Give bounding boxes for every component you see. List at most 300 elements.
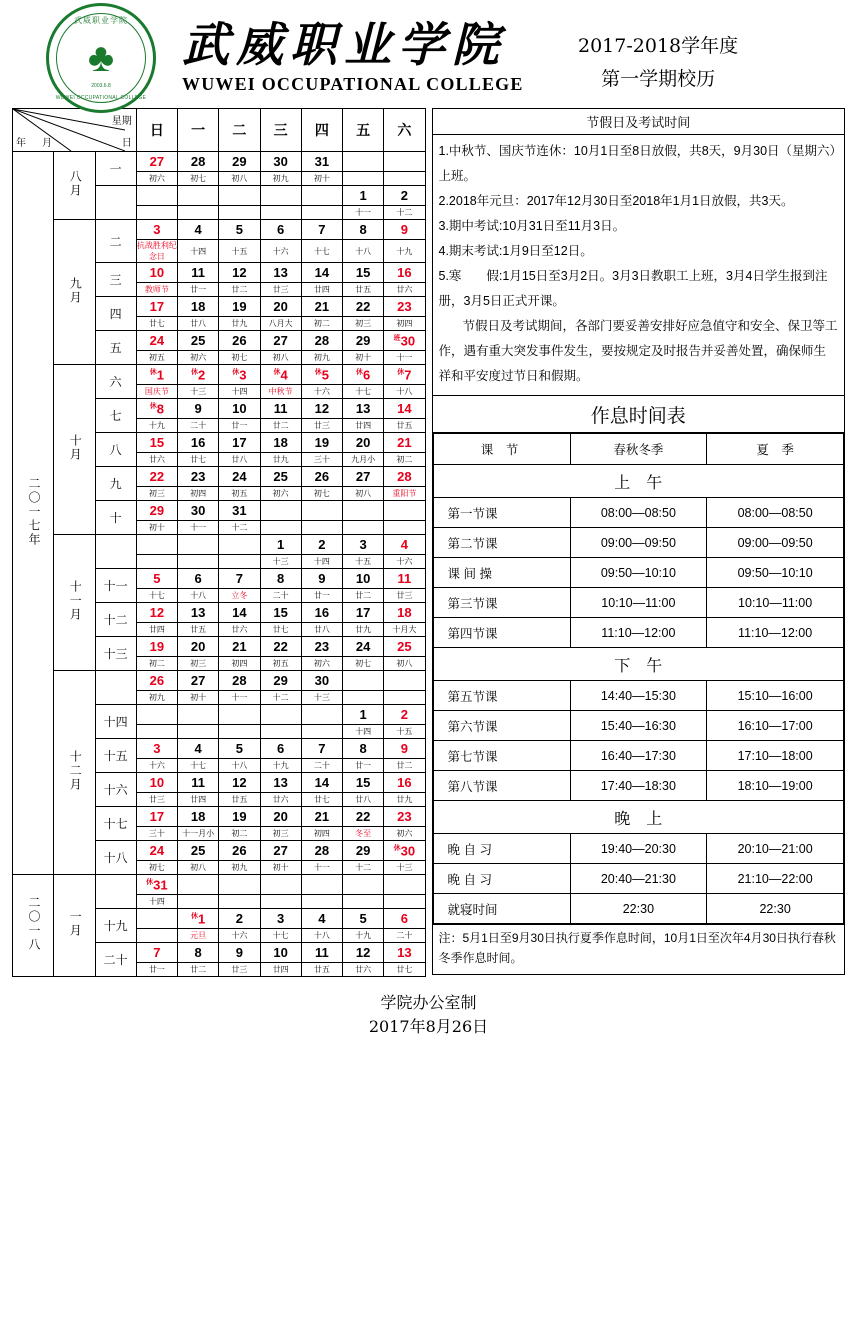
calendar-day-number: $^休$7 <box>384 365 425 385</box>
teaching-week-number: 九 <box>95 467 136 501</box>
schedule-row <box>433 498 844 528</box>
calendar-day-number: 11 <box>384 569 425 589</box>
calendar-day-number: 27 <box>136 152 177 172</box>
calendar-lunar-label: 十九 <box>136 419 177 433</box>
schedule-period-label: 第八节课 <box>433 771 570 801</box>
teaching-week-number: 六 <box>95 365 136 399</box>
calendar-lunar-label: 廿二 <box>260 419 301 433</box>
schedule-summer-time: 10:10—11:00 <box>707 588 844 618</box>
calendar-lunar-label: 十六 <box>136 759 177 773</box>
calendar-lunar-label: 廿四 <box>136 623 177 637</box>
college-name-cn: 武威职业学院 <box>182 17 506 73</box>
calendar-day-number: 25 <box>384 637 425 657</box>
calendar-day-number: 14 <box>219 603 260 623</box>
schedule-period-label: 第一节课 <box>433 498 570 528</box>
calendar-lunar-label: 十二 <box>343 861 384 875</box>
calendar-lunar-label: 抗战胜利纪念日 <box>136 241 177 261</box>
calendar-lunar-label: 十四 <box>219 385 260 399</box>
calendar-day-number: 26 <box>301 467 342 487</box>
calendar-lunar-label: 十八 <box>178 589 219 603</box>
weekday-header: 五 <box>343 109 384 152</box>
schedule-period-label: 第七节课 <box>433 741 570 771</box>
calendar-lunar-label: 廿六 <box>219 623 260 637</box>
calendar-lunar-label: 初六 <box>260 487 301 501</box>
calendar-lunar-label: 初五 <box>260 657 301 671</box>
calendar-month-label: 八月 <box>54 152 95 220</box>
calendar-day-number: 11 <box>178 263 219 283</box>
calendar-lunar-label: 十七 <box>301 240 342 263</box>
calendar-lunar-label <box>260 895 301 909</box>
calendar-lunar-label: 廿一 <box>301 589 342 603</box>
calendar-day-number: 20 <box>260 807 301 827</box>
calendar-month-label: 十一月 <box>54 535 95 671</box>
calendar-lunar-label: 廿八 <box>343 793 384 807</box>
schedule-summer-time: 09:50—10:10 <box>707 558 844 588</box>
calendar-day-number <box>343 671 384 691</box>
calendar-day-number: 16 <box>384 773 425 793</box>
calendar-lunar-label: 初十 <box>301 172 342 186</box>
schedule-summer-time: 20:10—21:00 <box>707 834 844 864</box>
calendar-lunar-label: 十四 <box>178 240 219 263</box>
calendar-day-number: 4 <box>384 535 425 555</box>
schedule-period-label: 第六节课 <box>433 711 570 741</box>
calendar-day-number: 13 <box>178 603 219 623</box>
calendar-day-number: 10 <box>260 943 301 963</box>
schedule-summer-time: 16:10—17:00 <box>707 711 844 741</box>
calendar-lunar-label: 十六 <box>301 385 342 399</box>
calendar-day-number <box>301 875 342 895</box>
calendar-lunar-label: 十八 <box>301 929 342 943</box>
calendar-day-number: 22 <box>136 467 177 487</box>
schedule-column-header: 课 节 <box>433 434 570 465</box>
schedule-section-label: 晚 上 <box>433 801 844 834</box>
calendar-day-number: $^休$2 <box>178 365 219 385</box>
calendar-day-number <box>219 705 260 725</box>
calendar-day-number: 7 <box>219 569 260 589</box>
calendar-lunar-label: 十四 <box>136 895 177 909</box>
calendar-lunar-label <box>219 555 260 569</box>
calendar-lunar-label: 初八 <box>260 351 301 365</box>
calendar-lunar-label: 八月大 <box>260 317 301 331</box>
calendar-day-number: 14 <box>301 263 342 283</box>
teaching-week-number: 四 <box>95 297 136 331</box>
calendar-lunar-label: 初八 <box>219 172 260 186</box>
calendar-day-number: 2 <box>384 705 425 725</box>
calendar-lunar-label: 初三 <box>343 317 384 331</box>
calendar-day-number: $^休$1 <box>178 909 219 929</box>
calendar-lunar-label <box>219 206 260 220</box>
calendar-lunar-label: 十九 <box>343 929 384 943</box>
calendar-day-number: 7 <box>301 220 342 240</box>
calendar-lunar-label <box>301 895 342 909</box>
calendar-day-number: 24 <box>219 467 260 487</box>
calendar-day-number: 13 <box>343 399 384 419</box>
calendar-day-number <box>178 186 219 206</box>
calendar-day-number: 6 <box>260 739 301 759</box>
calendar-lunar-label: 廿九 <box>219 317 260 331</box>
calendar-lunar-label: 初六 <box>301 657 342 671</box>
teaching-week-number: 十九 <box>95 909 136 943</box>
calendar-lunar-label: 初二 <box>384 453 425 467</box>
calendar-day-number <box>219 535 260 555</box>
calendar-lunar-label <box>219 725 260 739</box>
calendar-day-number: 24 <box>343 637 384 657</box>
calendar-day-number: 1 <box>260 535 301 555</box>
calendar-lunar-label: 十三 <box>384 861 425 875</box>
calendar-lunar-label: 十二 <box>260 691 301 705</box>
teaching-week-number: 八 <box>95 433 136 467</box>
schedule-row <box>433 834 844 864</box>
calendar-day-number: 10 <box>136 263 177 283</box>
calendar-lunar-label: 十七 <box>178 759 219 773</box>
corner-month-label: 月 <box>42 138 52 149</box>
calendar-day-number: 17 <box>219 433 260 453</box>
calendar-year-label: 二〇一八 <box>13 875 54 977</box>
calendar-day-number <box>343 152 384 172</box>
calendar-day-number: $^休$1 <box>136 365 177 385</box>
calendar-lunar-label: 十一 <box>301 861 342 875</box>
calendar-lunar-label: 初九 <box>260 172 301 186</box>
calendar-lunar-label: 廿二 <box>384 759 425 773</box>
teaching-week-number: 一 <box>95 152 136 186</box>
calendar-lunar-label: 初七 <box>178 172 219 186</box>
schedule-section-label: 上 午 <box>433 465 844 498</box>
teaching-week-number: 十二 <box>95 603 136 637</box>
calendar-day-number: 22 <box>343 297 384 317</box>
calendar-lunar-label: 廿四 <box>343 419 384 433</box>
calendar-day-number: 17 <box>343 603 384 623</box>
calendar-lunar-label: 中秋节 <box>260 385 301 399</box>
calendar-lunar-label: 廿一 <box>219 419 260 433</box>
calendar-day-number: 21 <box>301 297 342 317</box>
schedule-title: 作息时间表 <box>433 395 845 433</box>
calendar-lunar-label: 初二 <box>136 657 177 671</box>
calendar-lunar-label: 九月小 <box>343 453 384 467</box>
calendar-lunar-label: 十六 <box>219 929 260 943</box>
calendar-day-number: 29 <box>343 841 384 861</box>
schedule-summer-time: 08:00—08:50 <box>707 498 844 528</box>
calendar-lunar-label <box>343 521 384 535</box>
calendar-lunar-label <box>301 725 342 739</box>
notes-title: 节假日及考试时间 <box>433 109 845 135</box>
calendar-lunar-label: 廿二 <box>219 283 260 297</box>
calendar-day-number: 28 <box>384 467 425 487</box>
calendar-lunar-label: 十六 <box>384 555 425 569</box>
calendar-row <box>13 535 426 555</box>
semester-title <box>578 20 738 97</box>
calendar-day-number: 28 <box>219 671 260 691</box>
logo-chinese-text: 武威职业学院 <box>74 16 128 25</box>
calendar-day-number: 2 <box>301 535 342 555</box>
calendar-lunar-label: 十四 <box>301 555 342 569</box>
calendar-lunar-label: 廿九 <box>384 793 425 807</box>
schedule-row <box>433 894 844 924</box>
calendar-day-number: 15 <box>343 263 384 283</box>
calendar-day-number: 12 <box>136 603 177 623</box>
calendar-lunar-label: 十月大 <box>384 623 425 637</box>
calendar-day-number: 8 <box>260 569 301 589</box>
teaching-week-number: 十三 <box>95 637 136 671</box>
calendar-day-number: 22 <box>260 637 301 657</box>
calendar-day-number <box>178 705 219 725</box>
calendar-lunar-label <box>136 206 177 220</box>
calendar-lunar-label: 廿七 <box>384 963 425 977</box>
schedule-section-row <box>433 648 844 681</box>
schedule-spring-time: 17:40—18:30 <box>570 771 707 801</box>
calendar-day-number: 26 <box>219 841 260 861</box>
teaching-week-number: 七 <box>95 399 136 433</box>
calendar-day-number: 9 <box>301 569 342 589</box>
calendar-day-number: 5 <box>219 739 260 759</box>
corner-year-label: 年 <box>16 138 26 149</box>
calendar-lunar-label: 廿一 <box>343 759 384 773</box>
calendar-lunar-label: 十一 <box>384 351 425 365</box>
schedule-summer-time: 15:10—16:00 <box>707 681 844 711</box>
calendar-lunar-label: 初十 <box>136 521 177 535</box>
teaching-week-number: 十六 <box>95 773 136 807</box>
tree-icon: ♣ <box>87 36 115 80</box>
note-item: 5.寒 假:1月15日至3月2日。3月3日教职工上班，3月4日学生报到注册，3月5日正式开课。 <box>438 269 828 308</box>
calendar-lunar-label: 十六 <box>260 240 301 263</box>
issuing-office: 学院办公室制 <box>380 993 477 1012</box>
calendar-day-number <box>301 705 342 725</box>
right-panel <box>432 108 846 975</box>
semester-term: 第一学期校历 <box>601 68 716 90</box>
weekday-header: 一 <box>178 109 219 152</box>
calendar-lunar-label: 廿三 <box>260 283 301 297</box>
calendar-lunar-label <box>260 725 301 739</box>
calendar-day-number: 7 <box>136 943 177 963</box>
calendar-lunar-label: 初六 <box>178 351 219 365</box>
calendar-lunar-label <box>260 206 301 220</box>
schedule-row <box>433 864 844 894</box>
calendar-day-number <box>343 501 384 521</box>
calendar-lunar-label: 廿六 <box>136 453 177 467</box>
calendar-day-number: 3 <box>136 739 177 759</box>
schedule-row <box>433 771 844 801</box>
calendar-lunar-label: 十七 <box>136 589 177 603</box>
calendar-lunar-label <box>343 691 384 705</box>
calendar-lunar-label: 廿五 <box>219 793 260 807</box>
calendar-day-number: 27 <box>343 467 384 487</box>
calendar-day-number: 6 <box>178 569 219 589</box>
note-item: 4.期末考试:1月9日至12日。 <box>438 244 593 258</box>
calendar-lunar-label: 初八 <box>343 487 384 501</box>
calendar-lunar-label: 初二 <box>219 827 260 841</box>
calendar-lunar-label: 廿二 <box>178 963 219 977</box>
calendar-day-number: 13 <box>384 943 425 963</box>
calendar-lunar-label: 初七 <box>343 657 384 671</box>
notes-paragraph: 节假日及考试期间，各部门要妥善安排好应急值守和安全、保卫等工作，遇有重大突发事件发生，要按规定及时报告并妥善处置，确保师生祥和平安度过节日和假期。 <box>438 319 838 383</box>
calendar-lunar-label <box>219 895 260 909</box>
schedule-row <box>433 741 844 771</box>
calendar-lunar-label: 廿八 <box>301 623 342 637</box>
calendar-day-number: 9 <box>178 399 219 419</box>
calendar-day-number: 20 <box>260 297 301 317</box>
schedule-row <box>433 711 844 741</box>
calendar-lunar-label: 元旦 <box>178 929 219 943</box>
calendar-lunar-label: 初三 <box>178 657 219 671</box>
calendar-lunar-label: 初九 <box>136 691 177 705</box>
calendar-day-number: 3 <box>343 535 384 555</box>
calendar-day-number: 8 <box>178 943 219 963</box>
calendar-lunar-label <box>178 555 219 569</box>
calendar-day-number: 5 <box>219 220 260 240</box>
calendar-lunar-label: 初十 <box>178 691 219 705</box>
schedule-section-row <box>433 801 844 834</box>
schedule-period-label: 晚 自 习 <box>433 864 570 894</box>
note-item: 3.期中考试:10月31日至11月3日。 <box>438 219 626 233</box>
calendar-lunar-label: 廿三 <box>136 793 177 807</box>
schedule-summer-time: 21:10—22:00 <box>707 864 844 894</box>
calendar-lunar-label: 十七 <box>260 929 301 943</box>
calendar-lunar-label: 初六 <box>384 827 425 841</box>
schedule-row <box>433 558 844 588</box>
calendar-month-label: 一月 <box>54 875 95 977</box>
page-footer <box>0 991 857 1039</box>
schedule-table <box>433 433 845 924</box>
calendar-lunar-label: 廿六 <box>384 283 425 297</box>
calendar-lunar-label: 廿六 <box>343 963 384 977</box>
schedule-summer-time: 18:10—19:00 <box>707 771 844 801</box>
calendar-day-number: 10 <box>343 569 384 589</box>
calendar-day-number <box>384 875 425 895</box>
calendar-day-number <box>219 186 260 206</box>
calendar-day-number: 29 <box>260 671 301 691</box>
calendar-day-number: 3 <box>136 220 177 240</box>
calendar-day-number <box>343 875 384 895</box>
logo-year: 2003.6.8 <box>91 83 111 89</box>
schedule-row <box>433 681 844 711</box>
calendar-lunar-label: 初七 <box>301 487 342 501</box>
calendar-lunar-label: 廿五 <box>343 283 384 297</box>
weekday-header: 六 <box>384 109 425 152</box>
calendar-day-number: 17 <box>136 297 177 317</box>
calendar-day-number: 23 <box>178 467 219 487</box>
schedule-period-label: 第三节课 <box>433 588 570 618</box>
calendar-lunar-label <box>384 521 425 535</box>
teaching-week-number: 十八 <box>95 841 136 875</box>
calendar-day-number: 28 <box>178 152 219 172</box>
calendar-day-number: 30 <box>301 671 342 691</box>
calendar-day-number: 31 <box>301 152 342 172</box>
calendar-day-number <box>178 875 219 895</box>
teaching-week-number: 十五 <box>95 739 136 773</box>
calendar-lunar-label: 初五 <box>136 351 177 365</box>
calendar-lunar-label: 十八 <box>384 385 425 399</box>
logo-english-text: WUWEI OCCUPATIONAL COLLEGE <box>55 95 147 101</box>
teaching-week-number: 二 <box>95 220 136 263</box>
calendar-day-number: 5 <box>136 569 177 589</box>
schedule-period-label: 第二节课 <box>433 528 570 558</box>
calendar-lunar-label: 二十 <box>301 759 342 773</box>
teaching-week-number: 十一 <box>95 569 136 603</box>
calendar-day-number: 31 <box>219 501 260 521</box>
calendar-lunar-label: 初三 <box>136 487 177 501</box>
calendar-lunar-label: 十三 <box>260 555 301 569</box>
schedule-header-row <box>433 434 844 465</box>
calendar-day-number: 4 <box>178 739 219 759</box>
calendar-day-number: 18 <box>178 297 219 317</box>
weekday-header: 四 <box>301 109 342 152</box>
calendar-day-number: 13 <box>260 263 301 283</box>
calendar-row <box>13 671 426 691</box>
title-block <box>182 17 542 95</box>
calendar-day-number <box>136 909 177 929</box>
calendar-day-number: 12 <box>219 773 260 793</box>
schedule-spring-time: 09:00—09:50 <box>570 528 707 558</box>
calendar-lunar-label: 二十 <box>384 929 425 943</box>
schedule-row <box>433 618 844 648</box>
schedule-footnote <box>433 924 845 974</box>
calendar-lunar-label: 初八 <box>178 861 219 875</box>
college-name-en: WUWEI OCCUPATIONAL COLLEGE <box>182 74 524 95</box>
corner-week-label: 星期 <box>111 116 132 127</box>
calendar-lunar-label: 廿四 <box>260 963 301 977</box>
calendar-lunar-label: 十一 <box>178 521 219 535</box>
schedule-spring-time: 19:40—20:30 <box>570 834 707 864</box>
schedule-column-header: 春秋冬季 <box>570 434 707 465</box>
calendar-lunar-label: 国庆节 <box>136 385 177 399</box>
calendar-day-number: 9 <box>219 943 260 963</box>
calendar-day-number: 14 <box>301 773 342 793</box>
calendar-lunar-label: 三十 <box>136 827 177 841</box>
schedule-row <box>433 588 844 618</box>
calendar-lunar-label: 初四 <box>178 487 219 501</box>
calendar-day-number: 16 <box>384 263 425 283</box>
calendar-lunar-label: 初七 <box>219 351 260 365</box>
calendar-day-number: $^休$6 <box>343 365 384 385</box>
calendar-day-number: 16 <box>301 603 342 623</box>
teaching-week-number <box>95 186 136 220</box>
calendar-day-number: 9 <box>384 739 425 759</box>
schedule-period-label: 就寝时间 <box>433 894 570 924</box>
calendar-lunar-label: 二十 <box>178 419 219 433</box>
calendar-day-number: 26 <box>219 331 260 351</box>
calendar-lunar-label: 廿四 <box>301 283 342 297</box>
calendar-lunar-label: 十九 <box>260 759 301 773</box>
calendar-day-number <box>384 671 425 691</box>
calendar-lunar-label: 廿六 <box>260 793 301 807</box>
calendar-lunar-label: 三十 <box>301 453 342 467</box>
calendar-day-number: 11 <box>178 773 219 793</box>
calendar-lunar-label <box>178 206 219 220</box>
note-item: 1.中秋节、国庆节连休：10月1日至8日放假，共8天，9月30日（星期六）上班。 <box>438 144 836 183</box>
calendar-day-number: 8 <box>343 220 384 240</box>
calendar-lunar-label: 十八 <box>343 240 384 263</box>
calendar-day-number: 27 <box>178 671 219 691</box>
calendar-lunar-label: 十八 <box>219 759 260 773</box>
calendar-day-number: $^休$3 <box>219 365 260 385</box>
calendar-day-number <box>136 186 177 206</box>
calendar-lunar-label: 初九 <box>301 351 342 365</box>
calendar-day-number: 8 <box>343 739 384 759</box>
calendar-lunar-label: 冬至 <box>343 827 384 841</box>
calendar-month-label: 九月 <box>54 220 95 365</box>
calendar-day-number <box>384 501 425 521</box>
calendar-day-number: 12 <box>301 399 342 419</box>
calendar-lunar-label <box>343 172 384 186</box>
calendar-day-number: 6 <box>384 909 425 929</box>
calendar-day-number: 21 <box>301 807 342 827</box>
calendar-lunar-label <box>260 521 301 535</box>
page-header <box>0 0 857 108</box>
calendar-day-number: 14 <box>384 399 425 419</box>
schedule-spring-time: 22:30 <box>570 894 707 924</box>
calendar-day-number: 11 <box>301 943 342 963</box>
calendar-year-label: 二〇一七年 <box>13 152 54 875</box>
calendar-lunar-label: 十三 <box>301 691 342 705</box>
